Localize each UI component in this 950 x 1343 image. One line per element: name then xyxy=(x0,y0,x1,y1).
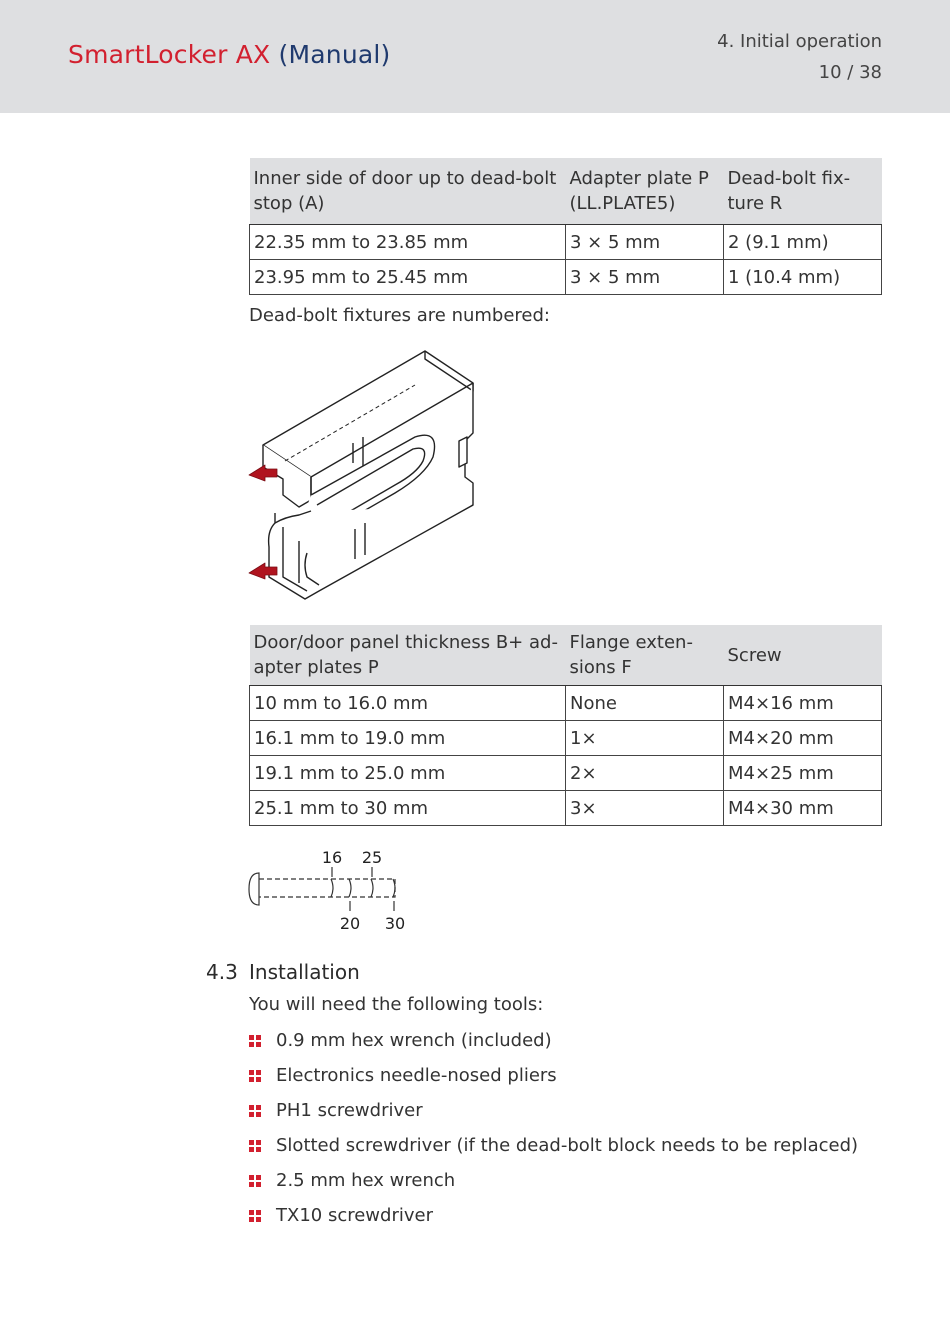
list-item xyxy=(249,1093,858,1128)
table-row xyxy=(250,791,882,826)
table-row xyxy=(250,225,882,260)
table-cell: 3 × 5 mm xyxy=(566,260,724,295)
bullet-icon xyxy=(249,1210,276,1222)
deadbolt-fixture-illustration xyxy=(245,345,485,611)
table-cell: M4×25 mm xyxy=(724,756,882,791)
list-item xyxy=(249,1058,858,1093)
bullet-icon xyxy=(249,1175,276,1187)
list-item-text: 0.9 mm hex wrench (included) xyxy=(276,1030,552,1051)
table-cell: 10 mm to 16.0 mm xyxy=(250,686,566,721)
table-cell: 2× xyxy=(566,756,724,791)
table-cell: 19.1 mm to 25.0 mm xyxy=(250,756,566,791)
page-number: 10 / 38 xyxy=(818,62,882,83)
bullet-icon xyxy=(249,1035,276,1047)
table-header-row xyxy=(250,625,882,686)
table-row xyxy=(250,756,882,791)
brand-name: SmartLocker AX xyxy=(68,40,271,69)
screw-length-table xyxy=(249,625,882,826)
list-item-text: Slotted screwdriver (if the dead-bolt block needs to be replaced) xyxy=(276,1135,859,1156)
table-cell: 1 (10.4 mm) xyxy=(724,260,882,295)
table-row xyxy=(250,260,882,295)
list-item-text: 2.5 mm hex wrench xyxy=(276,1170,456,1191)
screw-length-diagram xyxy=(245,845,415,944)
table-header-cell: Flange exten- sions F xyxy=(566,625,724,686)
list-item xyxy=(249,1023,858,1058)
brand-doc-type: (Manual) xyxy=(278,40,391,69)
table-header-cell: Screw xyxy=(724,625,882,686)
tools-intro: You will need the following tools: xyxy=(249,994,544,1015)
table-row xyxy=(250,721,882,756)
brand-title xyxy=(68,40,390,69)
list-item xyxy=(249,1163,858,1198)
table-header-cell: Adapter plate P (LL.PLATE5) xyxy=(566,158,724,225)
table-cell: M4×16 mm xyxy=(724,686,882,721)
screw-label-20: 20 xyxy=(339,914,361,933)
screw-label-16: 16 xyxy=(321,848,343,867)
bullet-icon xyxy=(249,1140,276,1152)
table-cell: M4×30 mm xyxy=(724,791,882,826)
table-cell: 23.95 mm to 25.45 mm xyxy=(250,260,566,295)
table-header-cell: Door/door panel thickness B+ ad- apter plates P xyxy=(250,625,566,686)
table-cell: None xyxy=(566,686,724,721)
section-title: 4. Initial operation xyxy=(717,31,882,52)
table-row xyxy=(250,686,882,721)
table-header-row xyxy=(250,158,882,225)
fixtures-note: Dead-bolt fixtures are numbered: xyxy=(249,305,550,326)
section-heading: Installation xyxy=(249,960,360,984)
table-cell: M4×20 mm xyxy=(724,721,882,756)
section-number: 4.3 xyxy=(206,960,238,984)
bullet-icon xyxy=(249,1105,276,1117)
table-header-cell: Dead-bolt fix- ture R xyxy=(724,158,882,225)
list-item-text: TX10 screwdriver xyxy=(276,1205,433,1226)
table-cell: 3× xyxy=(566,791,724,826)
bullet-icon xyxy=(249,1070,276,1082)
table-cell: 16.1 mm to 19.0 mm xyxy=(250,721,566,756)
table-cell: 22.35 mm to 23.85 mm xyxy=(250,225,566,260)
table-header-cell: Inner side of door up to dead-bolt stop (A) xyxy=(250,158,566,225)
page-header xyxy=(0,0,950,113)
list-item xyxy=(249,1198,858,1233)
table-cell: 3 × 5 mm xyxy=(566,225,724,260)
list-item xyxy=(249,1128,858,1163)
tools-list xyxy=(249,1023,858,1233)
list-item-text: Electronics needle-nosed pliers xyxy=(276,1065,557,1086)
table-cell: 1× xyxy=(566,721,724,756)
list-item-text: PH1 screwdriver xyxy=(276,1100,423,1121)
deadbolt-fixture-table xyxy=(249,158,882,295)
screw-label-25: 25 xyxy=(361,848,383,867)
table-cell: 2 (9.1 mm) xyxy=(724,225,882,260)
table-cell: 25.1 mm to 30 mm xyxy=(250,791,566,826)
screw-label-30: 30 xyxy=(384,914,406,933)
